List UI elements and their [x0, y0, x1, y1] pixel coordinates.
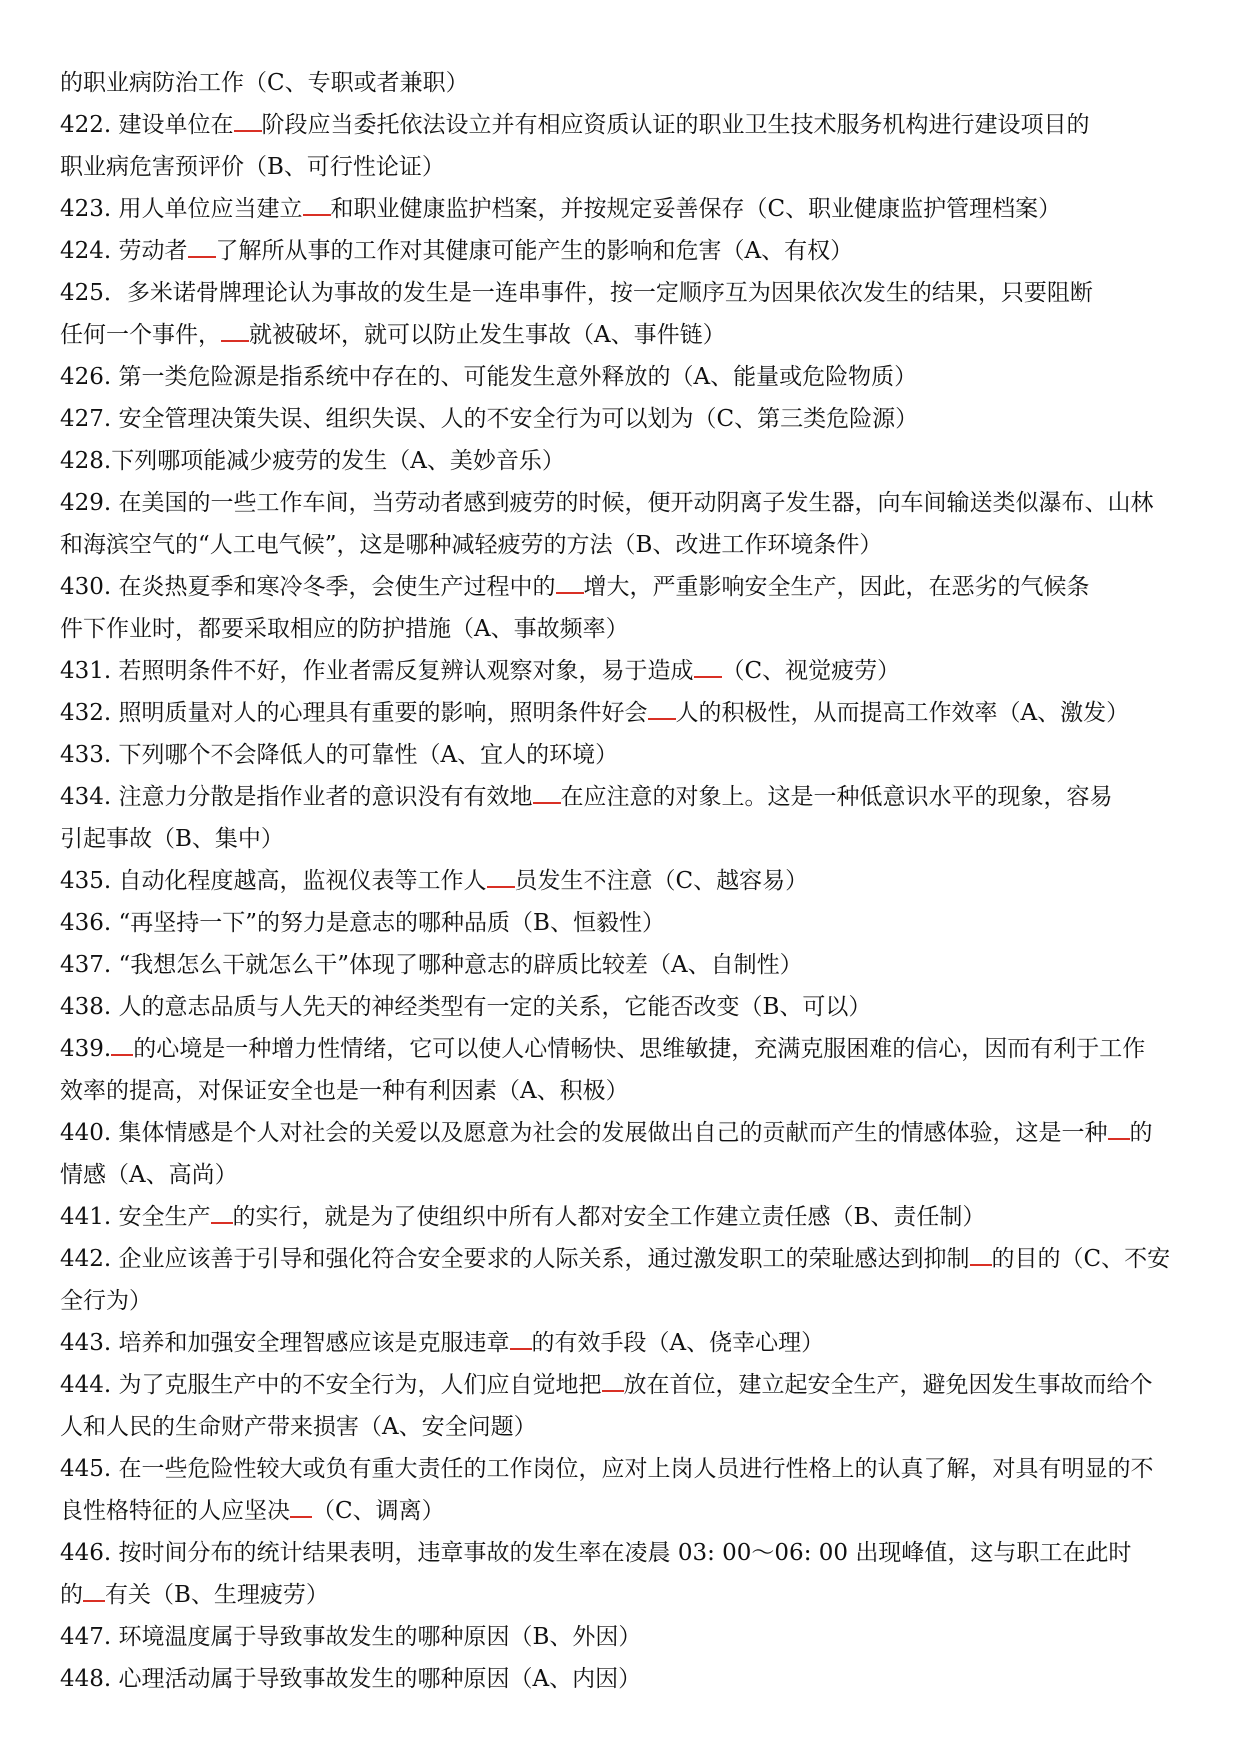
text-line: 效率的提高，对保证安全也是一种有利因素（A、积极） — [60, 1078, 629, 1104]
text-line: 434. 注意力分散是指作业者的意识没有有效地 在应注意的对象上。这是一种低意识水平的现象，容易 — [60, 784, 1113, 810]
text-line: 429. 在美国的一些工作车间，当劳动者感到疲劳的时候，便开动阴离子发生器，向车间输送类似瀑布、山林 — [60, 490, 1154, 516]
text-line: 423. 用人单位应当建立 和职业健康监护档案，并按规定妥善保存（C、职业健康监护管理档案） — [60, 196, 1062, 222]
answer-blank — [533, 782, 561, 804]
text-line: 445. 在一些危险性较大或负有重大责任的工作岗位，应对上岗人员进行性格上的认真了解，对具有明显的不 — [60, 1456, 1154, 1482]
text-line: 全行为） — [60, 1288, 152, 1314]
text-line: 440. 集体情感是个人对社会的关爱以及愿意为社会的发展做出自己的贡献而产生的情感体验，这是一种 的 — [60, 1120, 1153, 1146]
text-line: 441. 安全生产 的实行，就是为了使组织中所有人都对安全工作建立责任感（B、责任制） — [60, 1204, 986, 1230]
answer-blank — [648, 698, 676, 720]
text-line: 422. 建设单位在 阶段应当委托依法设立并有相应资质认证的职业卫生技术服务机构进行建设项目的 — [60, 112, 1090, 138]
answer-blank — [303, 194, 331, 216]
text-line: 431. 若照明条件不好，作业者需反复辨认观察对象，易于造成 （C、视觉疲劳） — [60, 658, 901, 684]
text-line: 426. 第一类危险源是指系统中存在的、可能发生意外释放的（A、能量或危险物质） — [60, 364, 918, 390]
answer-blank — [487, 866, 515, 888]
answer-blank — [83, 1580, 105, 1602]
answer-blank — [694, 656, 722, 678]
text-line: 432. 照明质量对人的心理具有重要的影响，照明条件好会 人的积极性，从而提高工作效率（A、激发） — [60, 700, 1130, 726]
text-line: 情感（A、高尚） — [60, 1162, 238, 1188]
answer-blank — [602, 1370, 624, 1392]
text-line: 件下作业时，都要采取相应的防护措施（A、事故频率） — [60, 616, 629, 642]
answer-blank — [556, 572, 584, 594]
text-line: 职业病危害预评价（B、可行性论证） — [60, 154, 445, 180]
text-line: 444. 为了克服生产中的不安全行为，人们应自觉地把 放在首位，建立起安全生产，避免因发生事故而给个 — [60, 1372, 1153, 1398]
text-line: 437. “我想怎么干就怎么干”体现了哪种意志的辟质比较差（A、自制性） — [60, 952, 803, 978]
answer-blank — [290, 1496, 312, 1518]
text-line: 433. 下列哪个不会降低人的可靠性（A、宜人的环境） — [60, 742, 619, 768]
text-line: 引起事故（B、集中） — [60, 826, 284, 852]
answer-blank — [221, 320, 249, 342]
document-page — [60, 62, 1190, 1700]
answer-blank — [188, 236, 216, 258]
answer-blank — [211, 1202, 233, 1224]
text-line: 447. 环境温度属于导致事故发生的哪种原因（B、外因） — [60, 1624, 642, 1650]
text-line: 439. 的心境是一种增力性情绪，它可以使人心情畅快、思维敏捷，充满克服困难的信心，因而有利于工作 — [60, 1036, 1146, 1062]
text-line: 446. 按时间分布的统计结果表明，违章事故的发生率在凌晨 03: 00〜06: 00 出现峰值，这与职工在此时 — [60, 1540, 1132, 1566]
text-line: 任何一个事件， 就被破坏，就可以防止发生事故（A、事件链） — [60, 322, 726, 348]
text-line: 425．多米诺骨牌理论认为事故的发生是一连串事件，按一定顺序互为因果依次发生的结果，只要阻断 — [60, 280, 1093, 306]
text-line: 435. 自动化程度越高，监视仪表等工作人 员发生不注意（C、越容易） — [60, 868, 809, 894]
text-line: 428.下列哪项能减少疲劳的发生（A、美妙音乐） — [60, 448, 565, 474]
text-line: 427. 安全管理决策失误、组织失误、人的不安全行为可以划为（C、第三类危险源） — [60, 406, 919, 432]
text-line: 430. 在炎热夏季和寒冷冬季，会使生产过程中的 增大，严重影响安全生产，因此，在恶劣的气候条 — [60, 574, 1090, 600]
text-line: 良性格特征的人应坚决 （C、调离） — [60, 1498, 445, 1524]
answer-blank — [234, 110, 262, 132]
text-line: 和海滨空气的“人工电气候”，这是哪种减轻疲劳的方法（B、改进工作环境条件） — [60, 532, 883, 558]
text-line: 的职业病防治工作（C、专职或者兼职） — [60, 70, 469, 96]
text-line: 438. 人的意志品质与人先天的神经类型有一定的关系，它能否改变（B、可以） — [60, 994, 872, 1020]
text-line: 436. “再坚持一下”的努力是意志的哪种品质（B、恒毅性） — [60, 910, 665, 936]
text-line: 443. 培养和加强安全理智感应该是克服违章 的有效手段（A、侥幸心理） — [60, 1330, 825, 1356]
answer-blank — [1108, 1118, 1130, 1140]
text-line: 442. 企业应该善于引导和强化符合安全要求的人际关系，通过激发职工的荣耻感达到抑制 的目的（C、不安 — [60, 1246, 1171, 1272]
answer-blank — [970, 1244, 992, 1266]
text-line: 的 有关（B、生理疲劳） — [60, 1582, 329, 1608]
text-line: 人和人民的生命财产带来损害（A、安全问题） — [60, 1414, 537, 1440]
answer-blank — [111, 1034, 133, 1056]
text-line: 448. 心理活动属于导致事故发生的哪种原因（A、内因） — [60, 1666, 642, 1692]
text-line: 424. 劳动者 了解所从事的工作对其健康可能产生的影响和危害（A、有权） — [60, 238, 854, 264]
answer-blank — [510, 1328, 532, 1350]
